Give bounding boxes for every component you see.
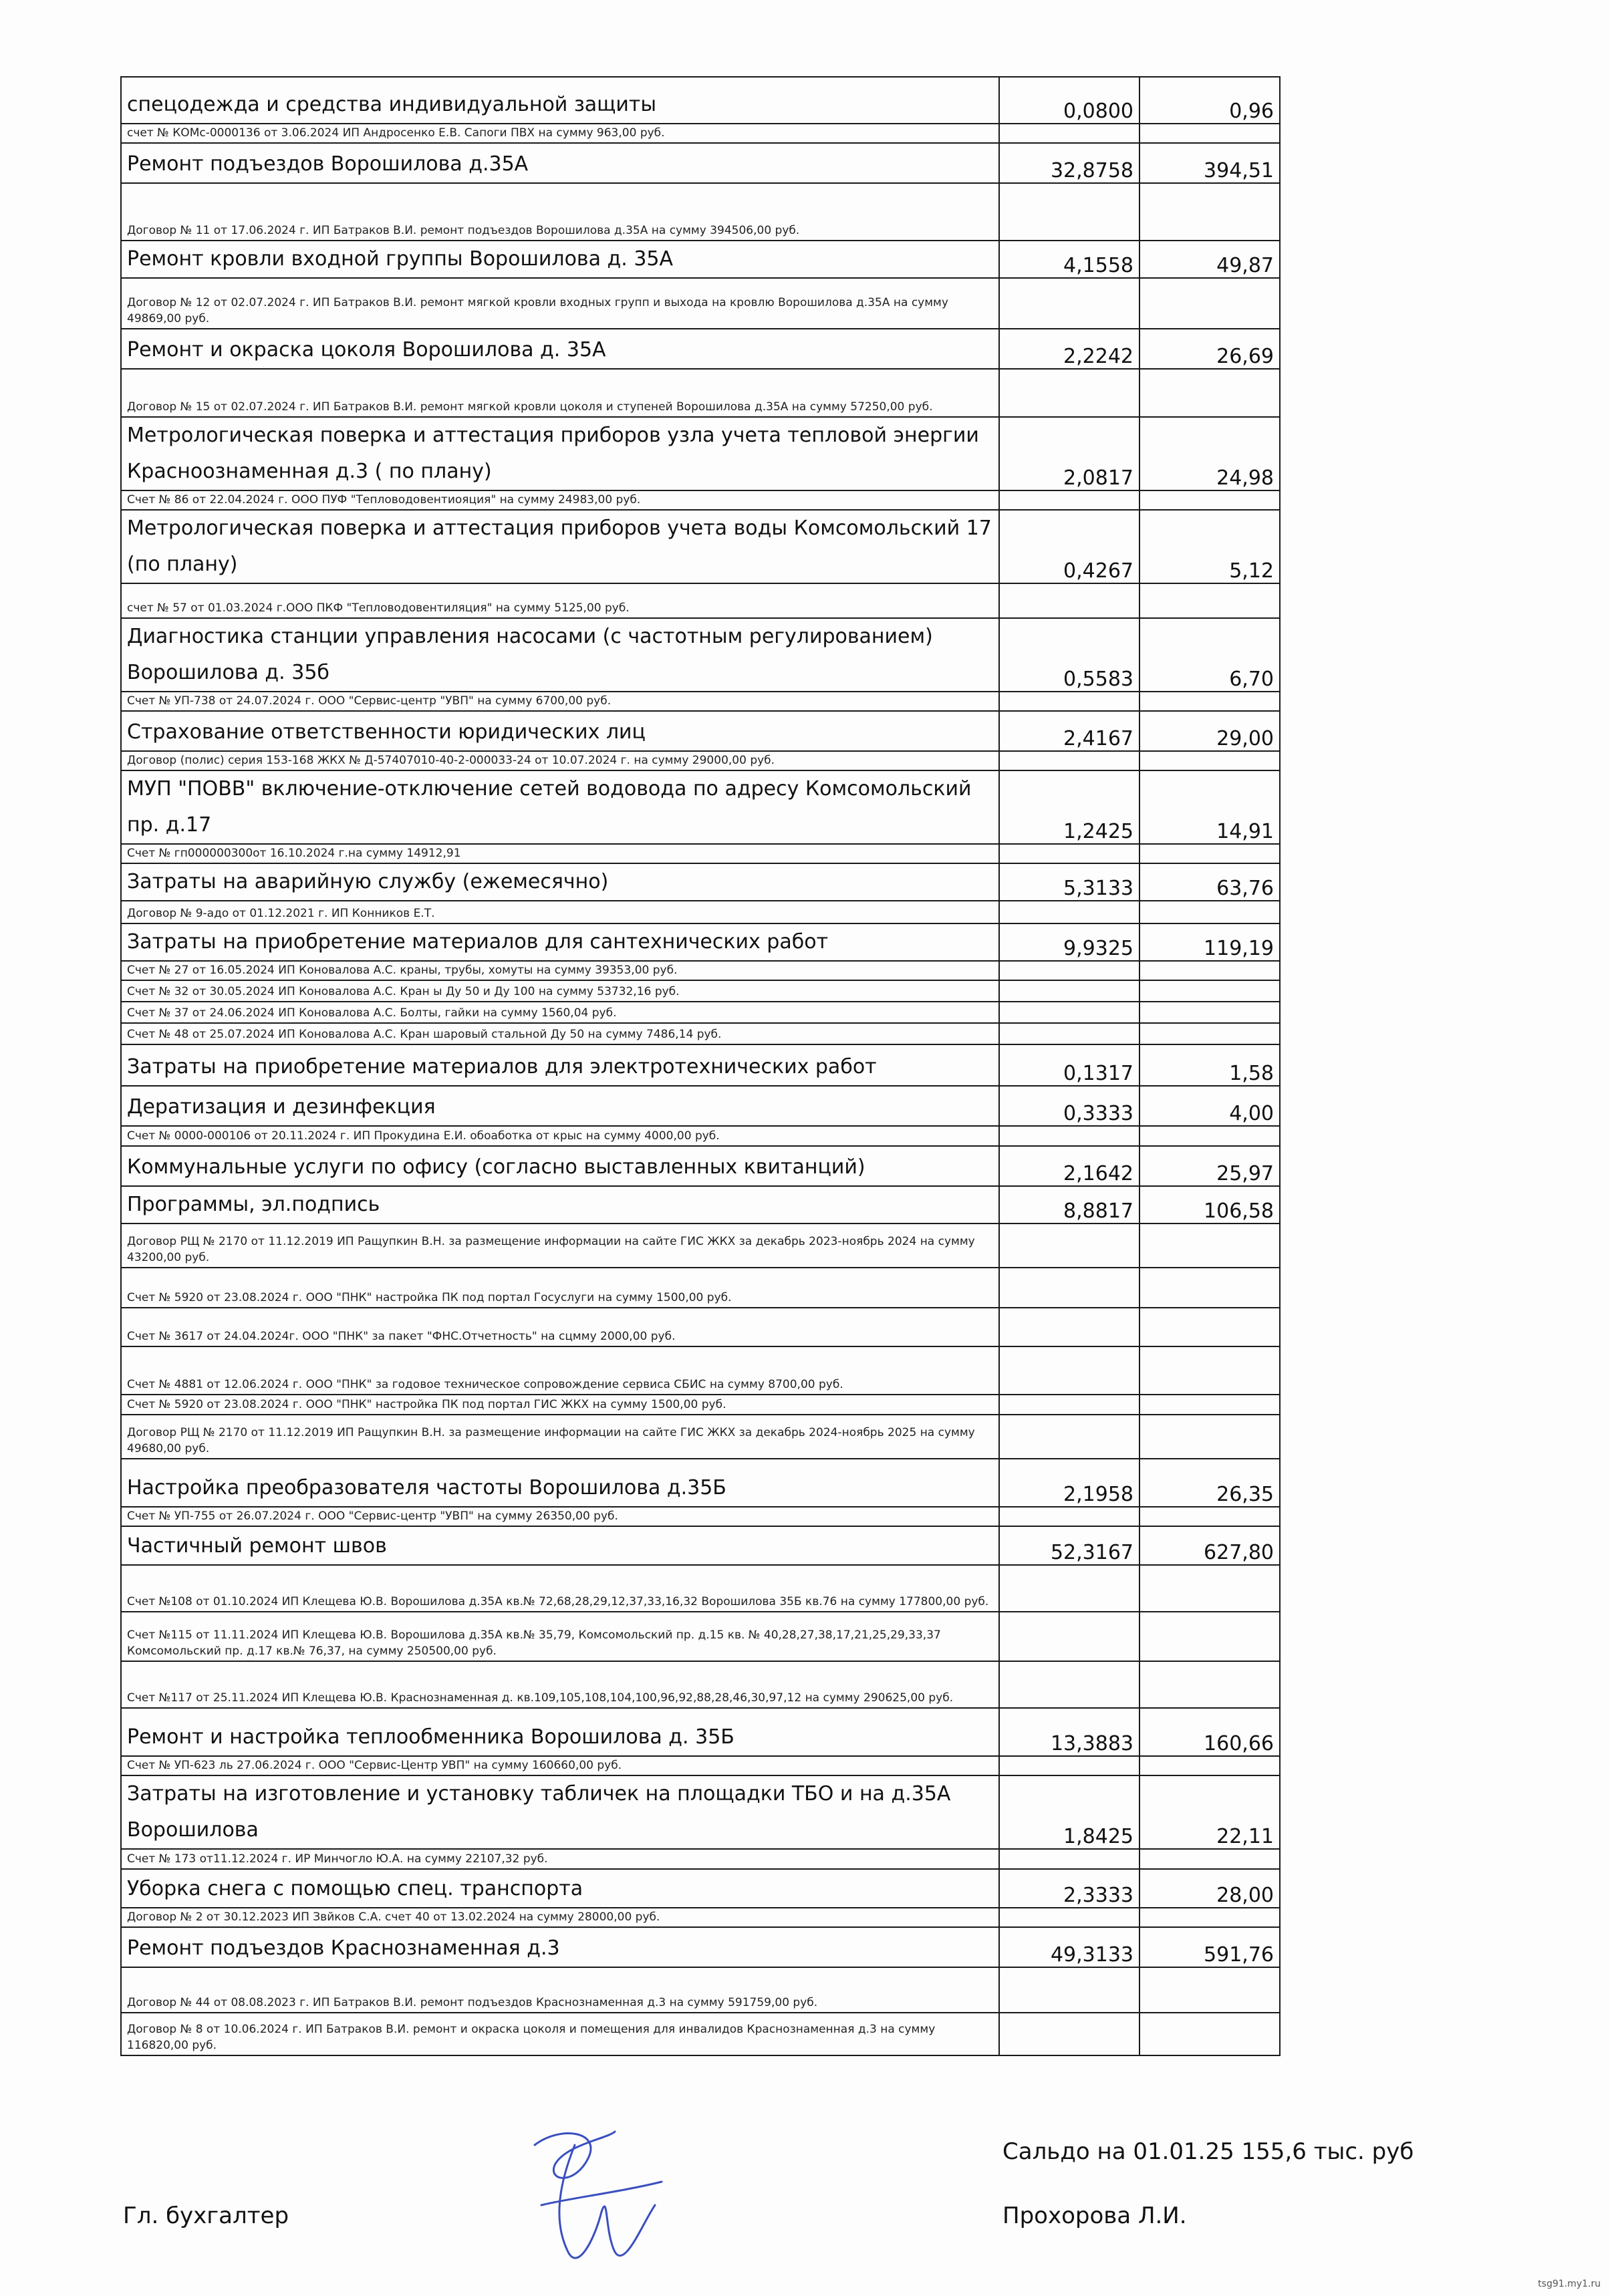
sum-value: 26,35 (1139, 1459, 1280, 1507)
accountant-name: Прохорова Л.И. (1002, 2202, 1187, 2229)
sum-value: 14,91 (1139, 770, 1280, 844)
sum-value (1139, 278, 1280, 329)
sum-value (1139, 1268, 1280, 1308)
expense-item-title: Частичный ремонт швов (121, 1526, 999, 1565)
sum-value: 119,19 (1139, 923, 1280, 961)
expense-item-row (121, 1459, 1280, 1507)
sum-value (1139, 1612, 1280, 1661)
document-reference-text: Счет № 5920 от 23.08.2024 г. ООО "ПНК" настройка ПК под портал ГИС ЖКХ на сумму 1500,00 руб. (121, 1395, 999, 1415)
rate-value (999, 583, 1139, 618)
expense-item-title: Страхование ответственности юридических лиц (121, 711, 999, 751)
expense-item-title: Ремонт и окраска цоколя Ворошилова д. 35А (121, 329, 999, 369)
sum-value (1139, 1415, 1280, 1459)
sum-value: 394,51 (1139, 143, 1280, 183)
sum-value: 22,11 (1139, 1775, 1280, 1849)
document-reference-row (121, 1126, 1280, 1146)
rate-value (999, 1126, 1139, 1146)
expense-item-row (121, 618, 1280, 692)
document-reference-row (121, 1346, 1280, 1395)
document-reference-text: Договор РЩ № 2170 от 11.12.2019 ИП Ращупкин В.Н. за размещение информации на сайте ГИС ЖКХ за декабрь 2024-ноябрь 2025 на сумму 49680,00 руб. (121, 1415, 999, 1459)
rate-value (999, 692, 1139, 711)
sum-value (1139, 183, 1280, 241)
expense-item-title: Метрологическая поверка и аттестация приборов узла учета тепловой энергии Красноознаменная д.3 ( по плану) (121, 417, 999, 490)
rate-value (999, 901, 1139, 923)
expense-rows (121, 77, 1280, 2055)
sum-value: 1,58 (1139, 1044, 1280, 1086)
expense-item-row (121, 1186, 1280, 1224)
document-reference-row (121, 844, 1280, 863)
sum-value: 24,98 (1139, 417, 1280, 490)
document-reference-text: Договор № 2 от 30.12.2023 ИП Звйков С.А. счет 40 от 13.02.2024 на сумму 28000,00 руб. (121, 1908, 999, 1927)
expense-item-row (121, 1146, 1280, 1186)
document-reference-text: Счет № 37 от 24.06.2024 ИП Коновалова А.С. Болты, гайки на сумму 1560,04 руб. (121, 1002, 999, 1023)
rate-value: 0,5583 (999, 618, 1139, 692)
rate-value: 0,1317 (999, 1044, 1139, 1086)
sum-value (1139, 583, 1280, 618)
expense-item-title: Затраты на изготовление и установку табличек на площадки ТБО и на д.35А Ворошилова (121, 1775, 999, 1849)
sum-value (1139, 692, 1280, 711)
document-reference-text: Счет №117 от 25.11.2024 ИП Клещева Ю.В. Краснознаменная д. кв.109,105,108,104,100,96,92,88,28,46,30,97,12 на сумму 290625,00 руб. (121, 1661, 999, 1708)
document-reference-text: Счет № 5920 от 23.08.2024 г. ООО "ПНК" настройка ПК под портал Госуслуги на сумму 1500,00 руб. (121, 1268, 999, 1308)
sum-value (1139, 751, 1280, 770)
document-reference-row (121, 1023, 1280, 1044)
rate-value: 1,2425 (999, 770, 1139, 844)
rate-value (999, 278, 1139, 329)
rate-value: 0,0800 (999, 77, 1139, 124)
expense-item-title: Затраты на аварийную службу (ежемесячно) (121, 863, 999, 901)
rate-value: 2,3333 (999, 1869, 1139, 1908)
document-reference-row (121, 1849, 1280, 1869)
expense-item-row (121, 1927, 1280, 1967)
rate-value (999, 1395, 1139, 1415)
expense-item-title: Ремонт кровли входной группы Ворошилова д. 35А (121, 241, 999, 278)
document-reference-text: Счет № 27 от 16.05.2024 ИП Коновалова А.С. краны, трубы, хомуты на сумму 39353,00 руб. (121, 961, 999, 980)
document-reference-row (121, 961, 1280, 980)
rate-value (999, 844, 1139, 863)
expense-item-row (121, 329, 1280, 369)
document-reference-text: счет № 57 от 01.03.2024 г.ООО ПКФ "Тепловодовентиляция" на сумму 5125,00 руб. (121, 583, 999, 618)
expense-item-row (121, 143, 1280, 183)
document-reference-row (121, 1395, 1280, 1415)
rate-value (999, 1002, 1139, 1023)
document-reference-text: Договор РЩ № 2170 от 11.12.2019 ИП Ращупкин В.Н. за размещение информации на сайте ГИС ЖКХ за декабрь 2023-ноябрь 2024 на сумму 43200,00 руб. (121, 1224, 999, 1268)
expense-item-title: Ремонт подъездов Ворошилова д.35А (121, 143, 999, 183)
sum-value (1139, 1849, 1280, 1869)
rate-value (999, 980, 1139, 1002)
document-reference-row (121, 980, 1280, 1002)
document-reference-text: Счет № УП-755 от 26.07.2024 г. ООО "Сервис-центр "УВП" на сумму 26350,00 руб. (121, 1507, 999, 1526)
rate-value (999, 1308, 1139, 1346)
document-reference-text: Счет № 32 от 30.05.2024 ИП Коновалова А.С. Кран ы Ду 50 и Ду 100 на сумму 53732,16 руб. (121, 980, 999, 1002)
rate-value (999, 490, 1139, 510)
sum-value: 591,76 (1139, 1927, 1280, 1967)
document-reference-row (121, 1308, 1280, 1346)
document-reference-row (121, 183, 1280, 241)
expense-item-title: Затраты на приобретение материалов для электротехнических работ (121, 1044, 999, 1086)
balance-text: Сальдо на 01.01.25 155,6 тыс. руб (1002, 2138, 1414, 2165)
document-reference-text: Счет № гп000000300от 16.10.2024 г.на сумму 14912,91 (121, 844, 999, 863)
sum-value: 28,00 (1139, 1869, 1280, 1908)
sum-value: 5,12 (1139, 510, 1280, 583)
rate-value: 2,1958 (999, 1459, 1139, 1507)
sum-value (1139, 1346, 1280, 1395)
rate-value (999, 1507, 1139, 1526)
sum-value (1139, 2013, 1280, 2055)
rate-value: 52,3167 (999, 1526, 1139, 1565)
sum-value (1139, 1756, 1280, 1775)
sum-value (1139, 1395, 1280, 1415)
document-reference-text: Счет №108 от 01.10.2024 ИП Клещева Ю.В. Ворошилова д.35А кв.№ 72,68,28,29,12,37,33,16,32 Ворошилова 35Б кв.76 на сумму 177800,00 руб. (121, 1565, 999, 1612)
sum-value (1139, 1002, 1280, 1023)
expense-item-title: Уборка снега с помощью спец. транспорта (121, 1869, 999, 1908)
sum-value (1139, 1967, 1280, 2013)
rate-value: 4,1558 (999, 241, 1139, 278)
rate-value: 2,2242 (999, 329, 1139, 369)
sum-value (1139, 1308, 1280, 1346)
sum-value (1139, 1224, 1280, 1268)
document-reference-text: Счет № 0000-000106 от 20.11.2024 г. ИП Прокудина Е.И. обоаботка от крыс на сумму 4000,00 руб. (121, 1126, 999, 1146)
rate-value (999, 1023, 1139, 1044)
expense-item-title: Диагностика станции управления насосами (с частотным регулированием) Ворошилова д. 35б (121, 618, 999, 692)
rate-value (999, 1967, 1139, 2013)
document-reference-row (121, 1661, 1280, 1708)
expense-table (120, 76, 1281, 2056)
chief-accountant-label: Гл. бухгалтер (123, 2202, 289, 2229)
expense-item-title: Ремонт и настройка теплообменника Ворошилова д. 35Б (121, 1708, 999, 1756)
rate-value: 1,8425 (999, 1775, 1139, 1849)
expense-item-title: МУП "ПОВВ" включение-отключение сетей водовода по адресу Комсомольский пр. д.17 (121, 770, 999, 844)
expense-item-row (121, 863, 1280, 901)
document-reference-text: Договор № 11 от 17.06.2024 г. ИП Батраков В.И. ремонт подъездов Ворошилова д.35А на сумму 394506,00 руб. (121, 183, 999, 241)
rate-value (999, 1612, 1139, 1661)
sum-value (1139, 490, 1280, 510)
sum-value: 6,70 (1139, 618, 1280, 692)
rate-value: 2,0817 (999, 417, 1139, 490)
document-reference-row (121, 1565, 1280, 1612)
sum-value: 4,00 (1139, 1086, 1280, 1126)
sum-value: 29,00 (1139, 711, 1280, 751)
document-reference-row (121, 901, 1280, 923)
sum-value (1139, 844, 1280, 863)
document-reference-row (121, 1908, 1280, 1927)
rate-value (999, 369, 1139, 417)
watermark: tsg91.my1.ru (1538, 2279, 1601, 2289)
rate-value: 49,3133 (999, 1927, 1139, 1967)
document-reference-text: Счет № УП-623 ль 27.06.2024 г. ООО "Сервис-Центр УВП" на сумму 160660,00 руб. (121, 1756, 999, 1775)
document-reference-text: Договор № 12 от 02.07.2024 г. ИП Батраков В.И. ремонт мягкой кровли входных групп и выхода на кровлю Ворошилова д.35А на сумму 49869,00 руб. (121, 278, 999, 329)
document-reference-row (121, 583, 1280, 618)
expense-item-row (121, 923, 1280, 961)
expense-item-row (121, 1086, 1280, 1126)
rate-value: 0,3333 (999, 1086, 1139, 1126)
expense-item-title: спецодежда и средства индивидуальной защиты (121, 77, 999, 124)
document-reference-row (121, 1507, 1280, 1526)
expense-item-row (121, 1044, 1280, 1086)
sum-value: 26,69 (1139, 329, 1280, 369)
sum-value: 106,58 (1139, 1186, 1280, 1224)
sum-value (1139, 1661, 1280, 1708)
expense-item-row (121, 1775, 1280, 1849)
rate-value (999, 1415, 1139, 1459)
signature-image (488, 2118, 688, 2285)
expense-item-row (121, 241, 1280, 278)
expense-item-row (121, 417, 1280, 490)
rate-value: 9,9325 (999, 923, 1139, 961)
document-reference-row (121, 692, 1280, 711)
sum-value (1139, 961, 1280, 980)
document-reference-text: счет № КОМс-0000136 от 3.06.2024 ИП Андросенко Е.В. Сапоги ПВХ на сумму 963,00 руб. (121, 124, 999, 143)
expense-item-title: Дератизация и дезинфекция (121, 1086, 999, 1126)
expense-item-row (121, 711, 1280, 751)
expense-item-title: Настройка преобразователя частоты Ворошилова д.35Б (121, 1459, 999, 1507)
sum-value: 63,76 (1139, 863, 1280, 901)
expense-item-row (121, 1708, 1280, 1756)
rate-value (999, 1756, 1139, 1775)
rate-value (999, 1908, 1139, 1927)
sum-value (1139, 369, 1280, 417)
document-reference-text: Договор № 9-адо от 01.12.2021 г. ИП Конников Е.Т. (121, 901, 999, 923)
document-reference-text: Счет № 48 от 25.07.2024 ИП Коновалова А.С. Кран шаровый стальной Ду 50 на сумму 7486,14 руб. (121, 1023, 999, 1044)
document-reference-text: Счет № 86 от 22.04.2024 г. ООО ПУФ "Тепловодовентиояция" на сумму 24983,00 руб. (121, 490, 999, 510)
sum-value: 627,80 (1139, 1526, 1280, 1565)
rate-value (999, 1849, 1139, 1869)
expense-item-title: Программы, эл.подпись (121, 1186, 999, 1224)
expense-item-title: Затраты на приобретение материалов для сантехнических работ (121, 923, 999, 961)
rate-value: 13,3883 (999, 1708, 1139, 1756)
rate-value (999, 1224, 1139, 1268)
document-reference-text: Счет №115 от 11.11.2024 ИП Клещева Ю.В. Ворошилова д.35А кв.№ 35,79, Комсомольский пр. д.15 кв. № 40,28,27,38,17,21,25,29,33,37 Комсомольский пр. д.17 кв.№ 76,37, на сумму 250500,00 руб. (121, 1612, 999, 1661)
rate-value (999, 1661, 1139, 1708)
sum-value: 25,97 (1139, 1146, 1280, 1186)
sum-value (1139, 980, 1280, 1002)
rate-value (999, 183, 1139, 241)
sum-value (1139, 124, 1280, 143)
document-reference-row (121, 124, 1280, 143)
expense-item-title: Ремонт подъездов Краснознаменная д.3 (121, 1927, 999, 1967)
rate-value (999, 961, 1139, 980)
document-reference-row (121, 2013, 1280, 2055)
document-reference-text: Договор (полис) серия 153-168 ЖКХ № Д-57407010-40-2-000033-24 от 10.07.2024 г. на сумму 29000,00 руб. (121, 751, 999, 770)
document-reference-row (121, 1415, 1280, 1459)
document-reference-row (121, 1967, 1280, 2013)
sum-value (1139, 1565, 1280, 1612)
sum-value (1139, 1023, 1280, 1044)
sum-value: 49,87 (1139, 241, 1280, 278)
document-reference-text: Договор № 8 от 10.06.2024 г. ИП Батраков В.И. ремонт и окраска цоколя и помещения для инвалидов Краснознаменная д.3 на сумму 116820,00 руб. (121, 2013, 999, 2055)
document-reference-row (121, 278, 1280, 329)
expense-item-title: Метрологическая поверка и аттестация приборов учета воды Комсомольский 17 (по плану) (121, 510, 999, 583)
rate-value (999, 1268, 1139, 1308)
sum-value (1139, 901, 1280, 923)
expense-item-row (121, 1869, 1280, 1908)
sum-value: 0,96 (1139, 77, 1280, 124)
expense-item-row (121, 1526, 1280, 1565)
rate-value: 2,4167 (999, 711, 1139, 751)
document-reference-row (121, 369, 1280, 417)
rate-value (999, 751, 1139, 770)
rate-value (999, 1346, 1139, 1395)
document-reference-row (121, 1612, 1280, 1661)
sum-value (1139, 1507, 1280, 1526)
document-reference-row (121, 1756, 1280, 1775)
rate-value: 0,4267 (999, 510, 1139, 583)
expense-item-title: Коммунальные услуги по офису (согласно выставленных квитанций) (121, 1146, 999, 1186)
document-reference-text: Счет № 3617 от 24.04.2024г. ООО "ПНК" за пакет "ФНС.Отчетность" на сцмму 2000,00 руб. (121, 1308, 999, 1346)
document-reference-row (121, 1002, 1280, 1023)
document-reference-row (121, 1268, 1280, 1308)
sum-value (1139, 1126, 1280, 1146)
rate-value (999, 124, 1139, 143)
document-reference-text: Договор № 15 от 02.07.2024 г. ИП Батраков В.И. ремонт мягкой кровли цоколя и ступеней Ворошилова д.35А на сумму 57250,00 руб. (121, 369, 999, 417)
document-reference-row (121, 1224, 1280, 1268)
document-reference-text: Счет № 4881 от 12.06.2024 г. ООО "ПНК" за годовое техническое сопровождение сервиса СБИС на сумму 8700,00 руб. (121, 1346, 999, 1395)
document-reference-row (121, 751, 1280, 770)
rate-value: 32,8758 (999, 143, 1139, 183)
rate-value (999, 2013, 1139, 2055)
document-reference-text: Договор № 44 от 08.08.2023 г. ИП Батраков В.И. ремонт подъездов Краснознаменная д.3 на сумму 591759,00 руб. (121, 1967, 999, 2013)
expense-item-row (121, 77, 1280, 124)
sum-value (1139, 1908, 1280, 1927)
expense-item-row (121, 510, 1280, 583)
rate-value: 5,3133 (999, 863, 1139, 901)
rate-value: 8,8817 (999, 1186, 1139, 1224)
sum-value: 160,66 (1139, 1708, 1280, 1756)
rate-value: 2,1642 (999, 1146, 1139, 1186)
expense-item-row (121, 770, 1280, 844)
document-reference-text: Счет № 173 от11.12.2024 г. ИР Минчогло Ю.А. на сумму 22107,32 руб. (121, 1849, 999, 1869)
document-reference-text: Счет № УП-738 от 24.07.2024 г. ООО "Сервис-центр "УВП" на сумму 6700,00 руб. (121, 692, 999, 711)
rate-value (999, 1565, 1139, 1612)
document-reference-row (121, 490, 1280, 510)
